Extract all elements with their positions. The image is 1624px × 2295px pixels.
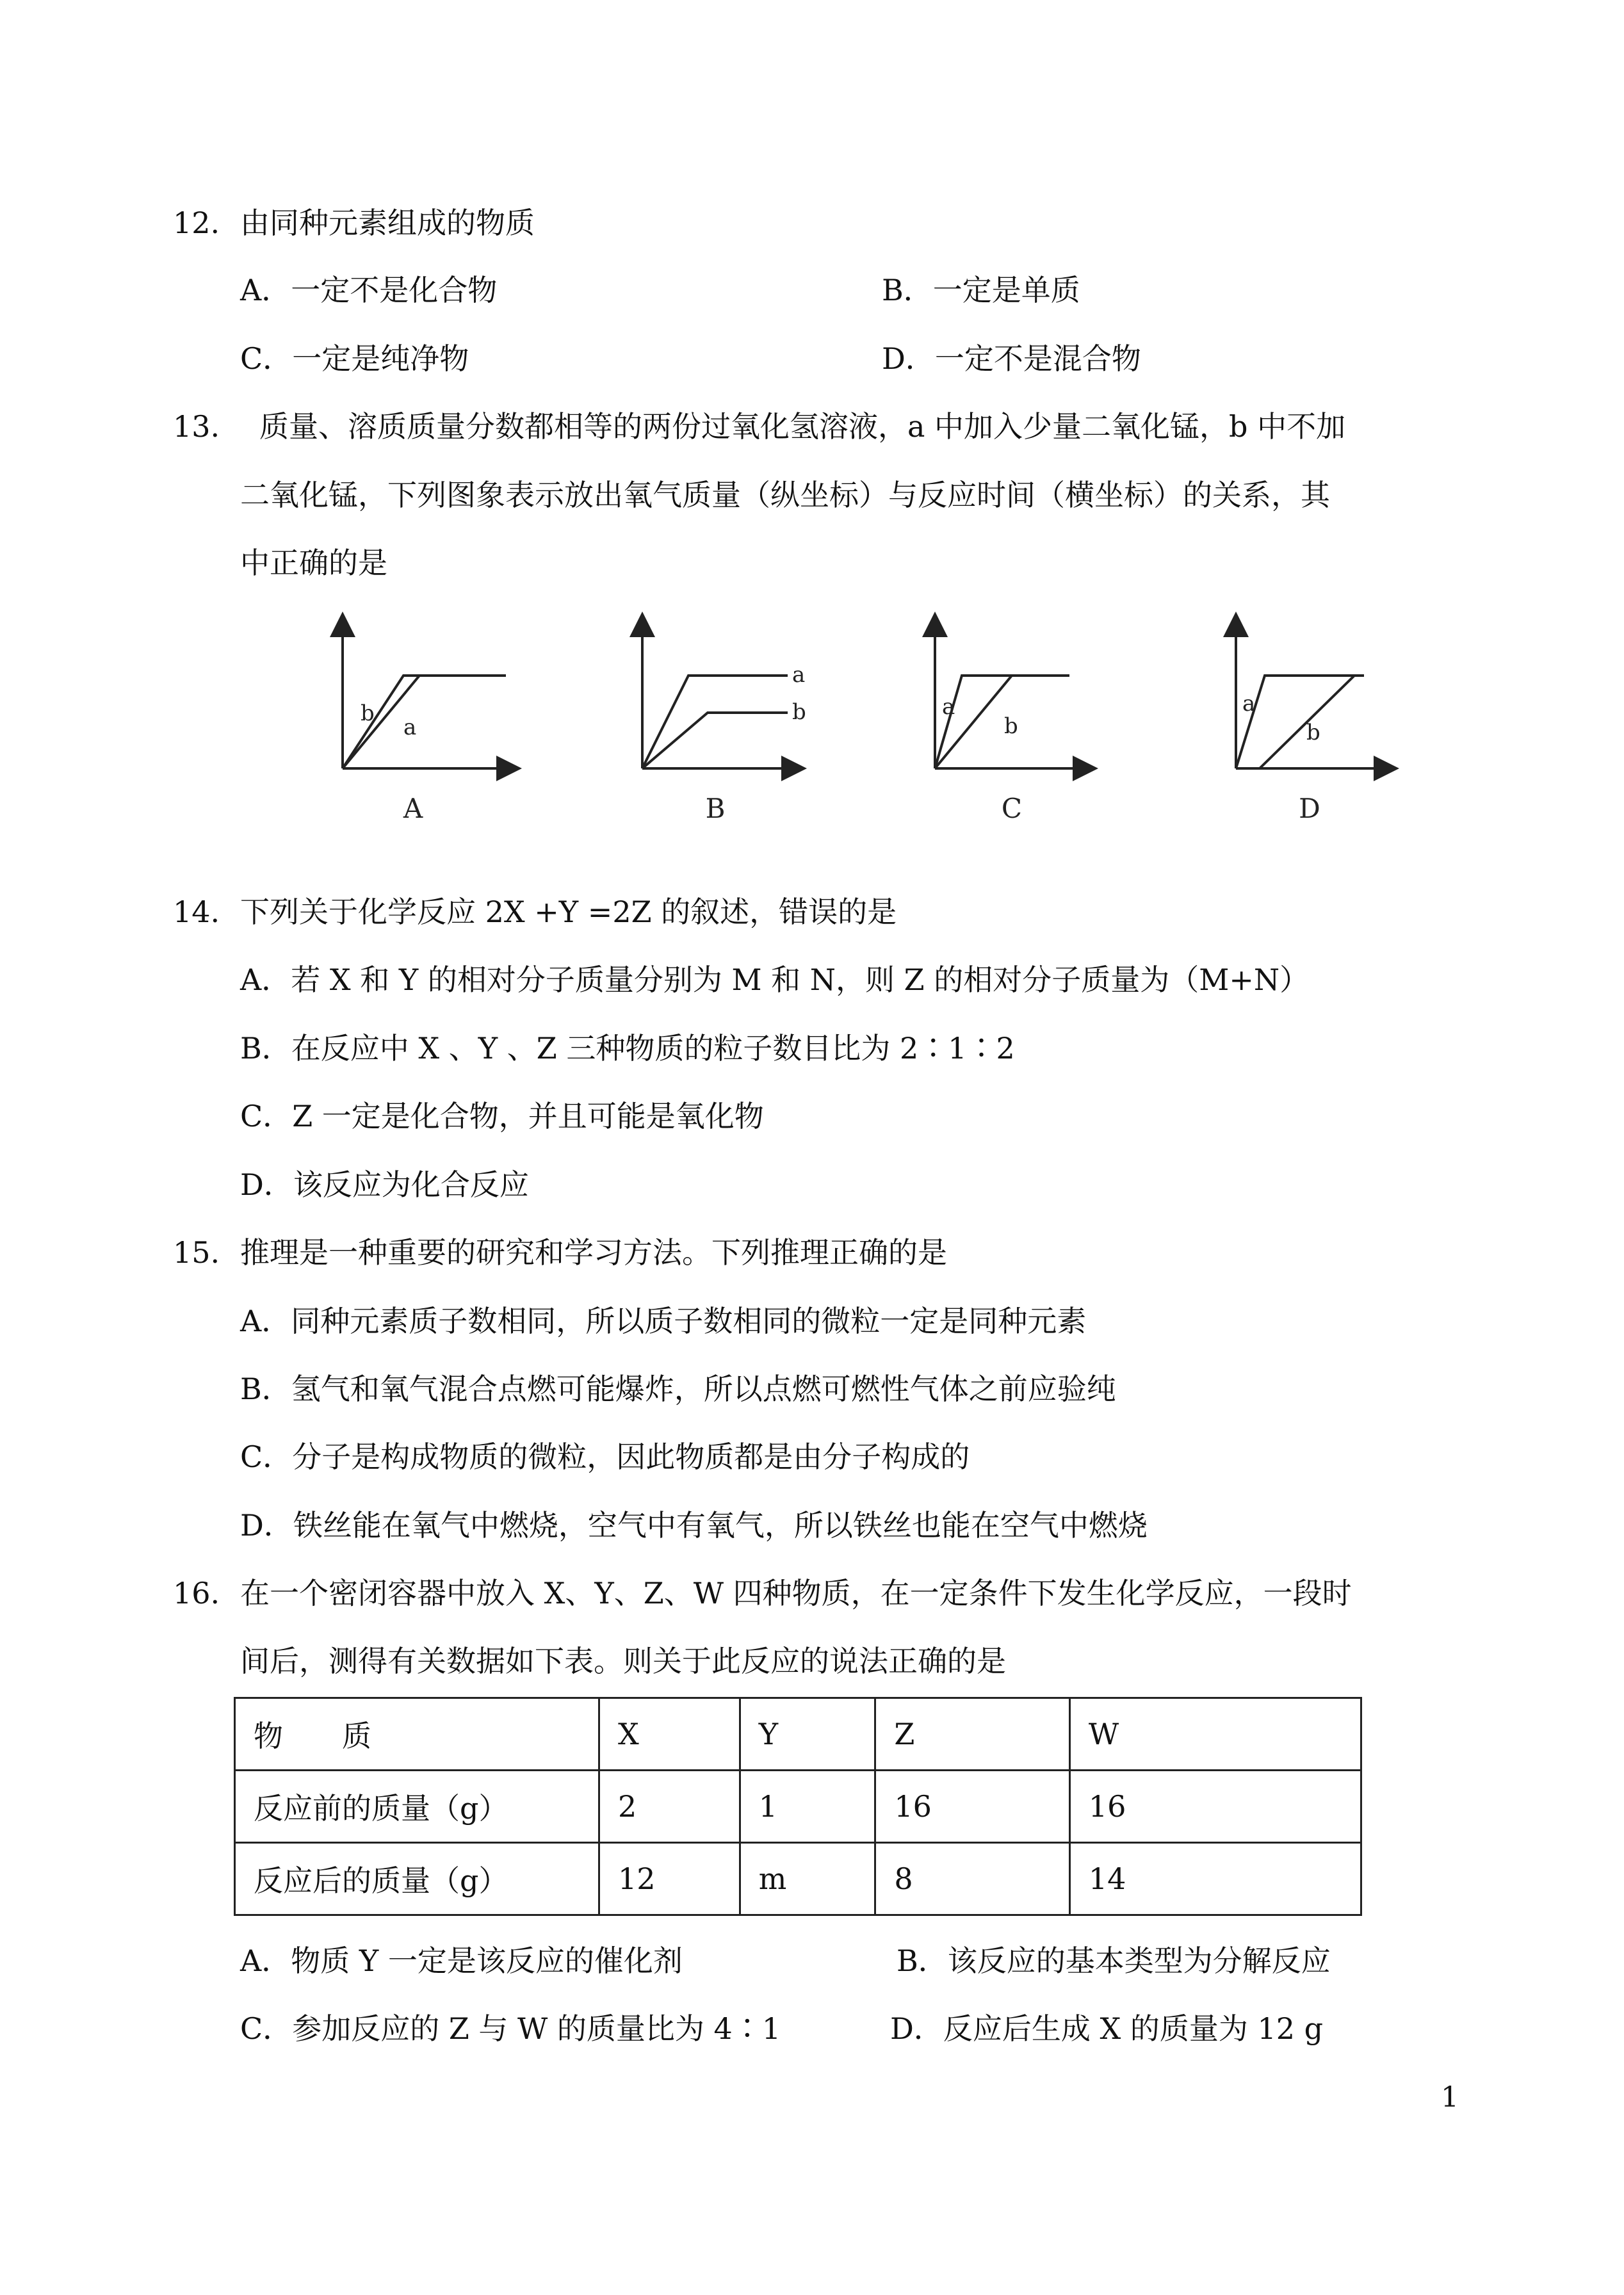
table-cell: 14 (1069, 1843, 1361, 1915)
q13-figures (323, 612, 1412, 836)
q15-option-b: B．氢气和氧气混合点燃可能爆炸，所以点燃可燃性气体之前应验纯 (240, 1372, 1116, 1406)
figure-c-line-b (935, 676, 1012, 768)
q14-option-d: D．该反应为化合反应 (240, 1167, 529, 1202)
figure-c (935, 624, 1085, 824)
q16-data-table (234, 1697, 1362, 1916)
q12-option-a: A．一定不是化合物 (240, 273, 498, 307)
table-row (235, 1771, 1361, 1843)
q14-stem: 下列关于化学反应 2X +Y =2Z 的叙述，错误的是 (240, 895, 897, 929)
table-cell: 1 (740, 1771, 875, 1843)
figure-d-label-a: a (1242, 691, 1256, 717)
figure-d-line-a (1236, 676, 1364, 768)
figure-d-letter: D (1299, 793, 1320, 824)
q12-option-c: C．一定是纯净物 (240, 341, 469, 376)
q15-number: 15. (173, 1235, 220, 1270)
figure-c-letter: C (1001, 793, 1023, 824)
q14-option-c: C．Z 一定是化合物，并且可能是氧化物 (240, 1099, 764, 1133)
figure-d-label-b: b (1306, 720, 1320, 745)
table-cell: 8 (875, 1843, 1069, 1915)
figure-b (642, 624, 806, 824)
q16-stem-1: 在一个密闭容器中放入 X、Y、Z、W 四种物质，在一定条件下发生化学反应，一段时 (240, 1576, 1352, 1610)
q13-stem-1: 质量、溶质质量分数都相等的两份过氧化氢溶液，a 中加入少量二氧化锰，b 中不加 (259, 409, 1346, 444)
q16-stem-line-2: 间后，测得有关数据如下表。则关于此反应的说法正确的是 (240, 1644, 1006, 1678)
page-number: 1 (1441, 2081, 1459, 2114)
q14-option-b: B．在反应中 X 、Y 、Z 三种物质的粒子数目比为 2∶1∶2 (240, 1031, 1015, 1066)
q12-number: 12. (173, 206, 220, 240)
table-cell: 16 (1069, 1771, 1361, 1843)
table-row (235, 1843, 1361, 1915)
q16-number: 16. (173, 1576, 220, 1610)
figure-c-line-a (935, 676, 1069, 768)
q15-option-a: A．同种元素质子数相同，所以质子数相同的微粒一定是同种元素 (240, 1304, 1087, 1338)
table-cell: 2 (599, 1771, 740, 1843)
table-header-cell: Y (740, 1698, 875, 1771)
table-header-row (235, 1698, 1361, 1771)
q15-option-d: D．铁丝能在氧气中燃烧，空气中有氧气，所以铁丝也能在空气中燃烧 (240, 1508, 1148, 1543)
q13-stem-line-1 (173, 407, 1345, 446)
q15-stem: 推理是一种重要的研究和学习方法。下列推理正确的是 (240, 1235, 947, 1270)
table-cell: 反应前的质量（g） (235, 1771, 599, 1843)
figure-a (343, 624, 509, 824)
figure-a-label-a: a (403, 715, 417, 740)
q15-stem-line (173, 1233, 947, 1272)
q16-stem-line-1 (173, 1574, 1352, 1612)
figure-c-label-a: a (942, 694, 955, 720)
figure-b-letter: B (705, 793, 726, 824)
figure-b-line-a (642, 676, 788, 768)
figure-b-label-b: b (792, 699, 806, 725)
q12-option-d: D．一定不是混合物 (882, 341, 1141, 376)
q13-stem-line-3: 中正确的是 (240, 546, 387, 580)
q12-stem: 由同种元素组成的物质 (240, 206, 535, 240)
table-cell: 16 (875, 1771, 1069, 1843)
q13-number: 13. (173, 409, 220, 444)
table-header-cell: Z (875, 1698, 1069, 1771)
table-header-cell: X (599, 1698, 740, 1771)
table-cell: 12 (599, 1843, 740, 1915)
table-header-cell: W (1069, 1698, 1361, 1771)
q12-option-b: B．一定是单质 (882, 273, 1080, 307)
q16-option-a: A．物质 Y 一定是该反应的催化剂 (240, 1943, 683, 1978)
figure-b-label-a: a (792, 662, 806, 688)
figure-a-letter: A (403, 793, 423, 824)
q16-option-c: C．参加反应的 Z 与 W 的质量比为 4∶1 (240, 2011, 781, 2046)
q15-option-c: C．分子是构成物质的微粒，因此物质都是由分子构成的 (240, 1439, 970, 1474)
q13-figures-svg (323, 612, 1412, 836)
table-cell: 反应后的质量（g） (235, 1843, 599, 1915)
q16-option-d: D．反应后生成 X 的质量为 12 g (890, 2011, 1324, 2046)
figure-a-label-b: b (361, 701, 375, 726)
q12-stem-line (173, 204, 535, 242)
table-header-cell: 物 质 (235, 1698, 599, 1771)
figure-d (1236, 624, 1386, 824)
q13-stem-line-2: 二氧化锰，下列图象表示放出氧气质量（纵坐标）与反应时间（横坐标）的关系，其 (240, 478, 1330, 512)
figure-b-line-b (642, 713, 788, 768)
figure-c-label-b: b (1004, 713, 1018, 739)
table-cell: m (740, 1843, 875, 1915)
q14-option-a: A．若 X 和 Y 的相对分子质量分别为 M 和 N，则 Z 的相对分子质量为（M+N） (240, 962, 1310, 997)
q14-number: 14. (173, 895, 220, 929)
q14-stem-line (173, 893, 897, 931)
q16-option-b: B．该反应的基本类型为分解反应 (897, 1943, 1331, 1978)
